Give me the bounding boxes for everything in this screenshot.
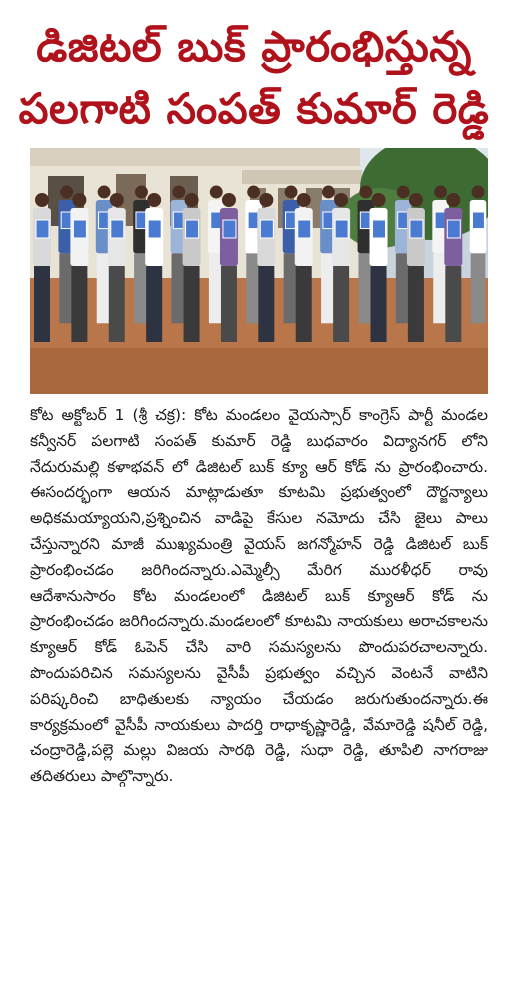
photo-ground-shadow	[30, 348, 488, 394]
photo-person	[470, 186, 487, 324]
photo-person	[295, 193, 313, 342]
photo-building-roof	[30, 148, 360, 166]
book-held	[36, 220, 49, 238]
book-held	[223, 220, 236, 238]
photo-person	[183, 193, 201, 342]
book-held	[410, 220, 423, 238]
book-held	[148, 220, 161, 238]
photo-person	[332, 193, 350, 342]
photo-person	[33, 193, 51, 342]
photo-scene	[30, 148, 488, 394]
clipped-top-text	[42, 0, 47, 10]
photo-person	[108, 193, 126, 342]
book-held	[447, 220, 460, 238]
photo-person	[145, 193, 163, 342]
book-held	[373, 220, 386, 238]
photo-balcony	[242, 170, 362, 184]
book-held	[73, 220, 86, 238]
book-held	[260, 220, 273, 238]
book-held	[111, 220, 124, 238]
photo-person	[220, 193, 238, 342]
headline-line-1: డిజిటల్ బుక్ ప్రారంభిస్తున్న	[36, 22, 472, 71]
article-body: కోట అక్టోబర్ 1 (శ్రీ చక్ర): కోట మండలం వైయస్సార్ కాంగ్రెస్ పార్టీ మండల కన్వీనర్ పలగాటి సంపత్ కుమార్ రెడ్డి బుధవారం విద్యానగర్ లోని నేదురుమల్లి కళాభవన్ లో డిజిటల్ బుక్ క్యూ ఆర్ కోడ్ ను ప్రారంభించారు. ఈసందర్భంగా ఆయన మాట్లాడుతూ కూటమి ప్రభుత్వంలో దౌర్జన్యాలు అధికమయ్యాయని,ప్రశ్నించిన వాడిపై కేసుల నమోదు చేసి జైలు పాలు చేస్తున్నారని మాజీ ముఖ్యమంత్రి వైయస్ జగన్మోహన్ రెడ్డి డిజిటల్ బుక్ ప్రారంభించడం జరిగిందన్నారు.ఎమ్మెల్సీ మేరిగ మురళీధర్ రావు ఆదేశానుసారం కోట మండలంలో డిజిటల్ బుక్ క్యూఆర్ కోడ్ ను ప్రారంభించడం జరిగిందన్నారు.మండలంలో కూటమి నాయకులు అరాచకాలను క్యూఆర్ కోడ్ ఓపెన్ చేసి వారి సమస్యలను పొందుపరచాలన్నారు. పొందుపరిచిన సమస్యలను వైసీపీ ప్రభుత్వం వచ్చిన వెంటనే వాటిని పరిష్కరించి బాధితులకు న్యాయం చేయడం జరుగుతుందన్నారు.ఈ కార్యక్రమంలో వైసీపీ నాయకులు పాదర్తి రాధాకృష్ణారెడ్డి, వేమారెడ్డి షనీల్ రెడ్డి, చంద్రారెడ్డి,పల్లె మల్లు విజయ సారథి రెడ్డి, సుధా రెడ్డి, తూపిలి నాగరాజు తదితరులు పాల్గొన్నారు.	[30, 406, 488, 786]
photo-person	[257, 193, 275, 342]
photo-person	[407, 193, 425, 342]
book-held	[335, 220, 348, 238]
photo-person	[370, 193, 388, 342]
book-held	[186, 220, 199, 238]
news-photo	[30, 148, 488, 394]
book-held	[472, 212, 484, 229]
photo-people-group	[33, 186, 486, 342]
photo-person	[70, 193, 88, 342]
headline-line-2: పలగాటి సంపత్ కుమార్ రెడ్డి	[18, 84, 490, 133]
book-held	[298, 220, 311, 238]
photo-person	[444, 193, 462, 342]
clipped-top-line	[0, 0, 508, 16]
